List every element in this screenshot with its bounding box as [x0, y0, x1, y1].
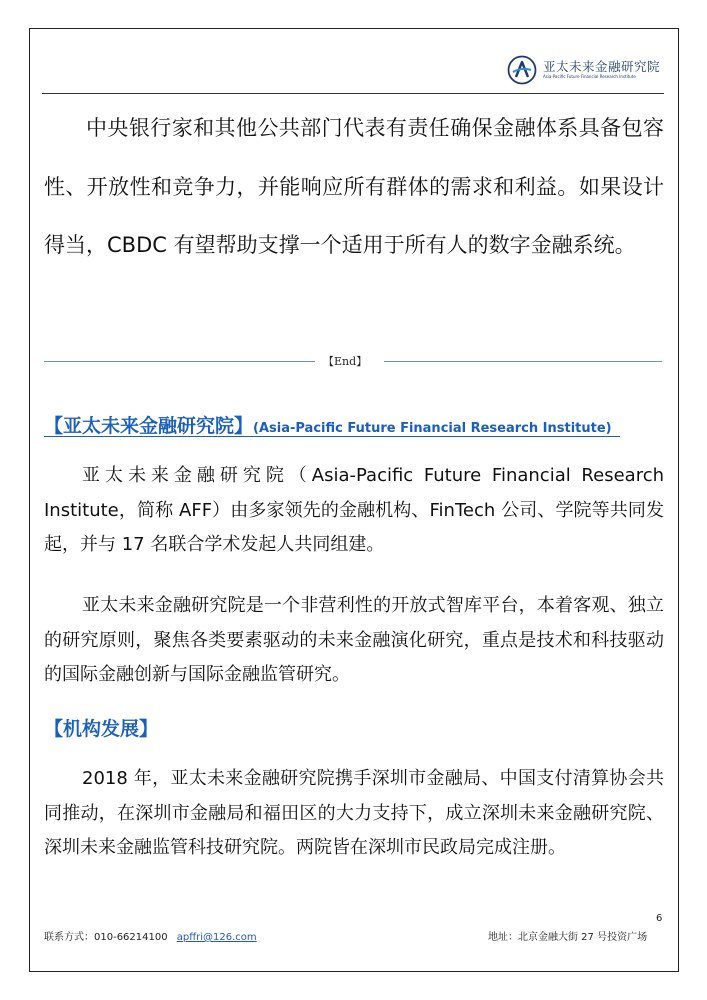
section-heading-underline — [44, 436, 620, 437]
footer-email-link[interactable]: apffri@126.com — [176, 932, 257, 943]
section-title-cn: 【亚太未来金融研究院】 — [44, 415, 254, 437]
institute-logo — [507, 55, 660, 85]
logo-name-cn: 亚太未来金融研究院 — [543, 58, 661, 74]
section-heading-institute — [44, 411, 612, 438]
page-number: 6 — [656, 913, 663, 924]
header-divider — [42, 93, 664, 94]
intro-paragraph: 中央银行家和其他公共部门代表有责任确保金融体系具备包容性、开放性和竞争力，并能响应所有群体的需求和利益。如果设计得当，CBDC 有望帮助支撑一个适用于所有人的数字金融系统。 — [44, 116, 664, 257]
end-divider-right — [384, 361, 662, 362]
institute-intro-paragraph: 亚太未来金融研究院（Asia-Pacific Future Financial Research Institute，简称 AFF）由多家领先的金融机构、FinTech 公司、学院等共同发起，并与 17 名联合学术发起人共同组建。 — [44, 465, 664, 555]
institute-logo-icon — [507, 55, 537, 85]
end-divider-left — [44, 361, 315, 362]
end-marker: 【End】 — [323, 355, 368, 368]
logo-name-en: Asia-Pacific Future Financial Research Institute — [543, 74, 636, 80]
institute-mission-paragraph: 亚太未来金融研究院是一个非营利性的开放式智库平台，本着客观、独立的研究原则，聚焦各类要素驱动的未来金融演化研究，重点是技术和科技驱动的国际金融创新与国际金融监管研究。 — [44, 595, 664, 685]
section-heading-development: 【机构发展】 — [44, 718, 159, 740]
footer-address: 地址：北京金融大街 27 号投资广场 — [488, 932, 648, 943]
development-paragraph: 2018 年，亚太未来金融研究院携手深圳市金融局、中国支付清算协会共同推动，在深圳市金融局和福田区的大力支持下，成立深圳未来金融研究院、深圳未来金融监管科技研究院。两院皆在深圳市民政局完成注册。 — [44, 768, 664, 858]
section-title-en: (Asia-Pacific Future Financial Research Institute) — [253, 421, 612, 436]
footer-phone: 联系方式：010-66214100 — [44, 932, 168, 943]
footer-contact — [44, 928, 257, 943]
